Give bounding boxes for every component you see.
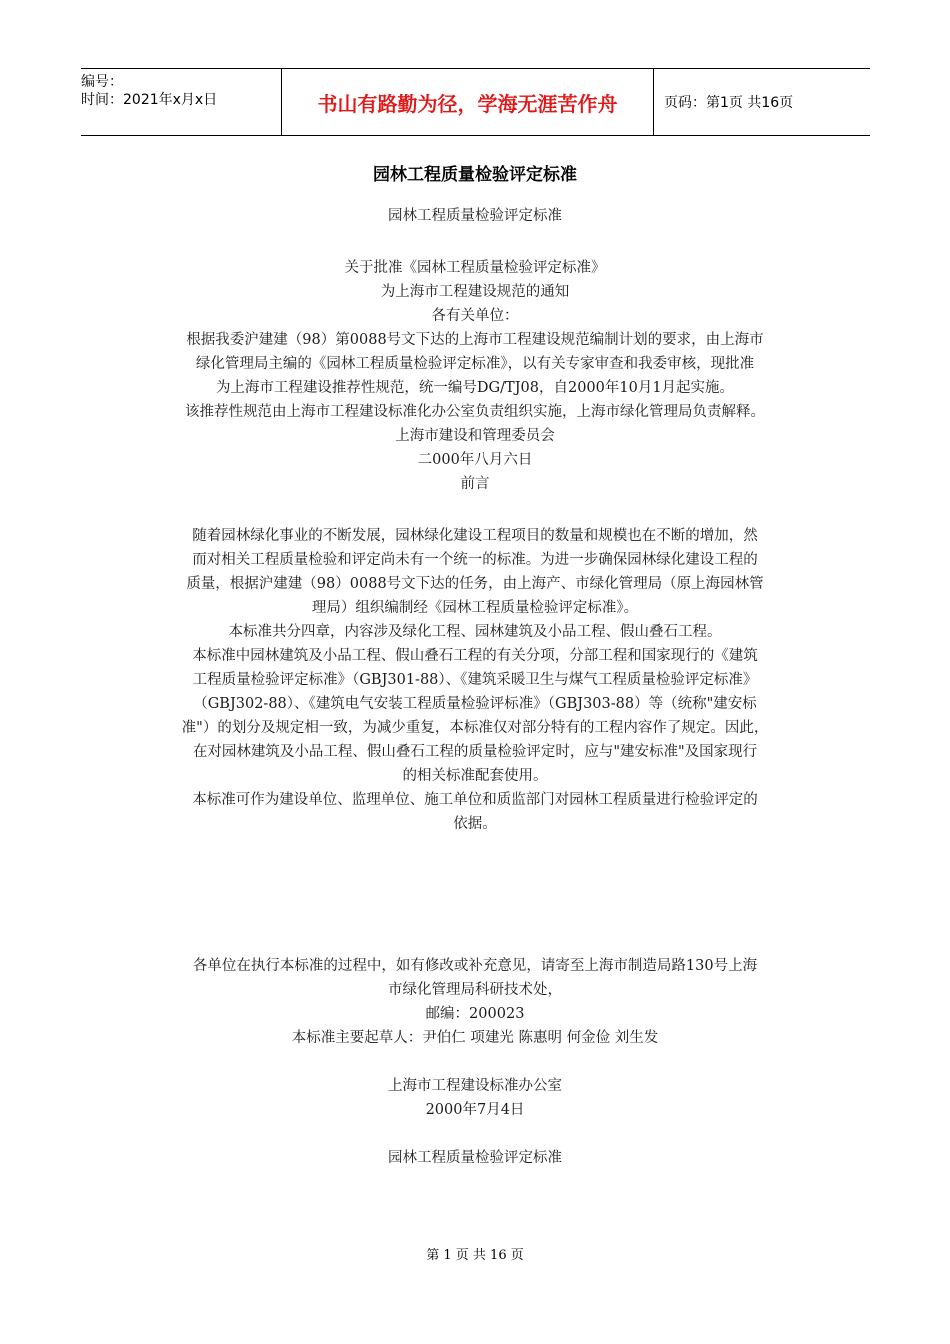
preface-line: 在对园林建筑及小品工程、假山叠石工程的质量检验评定时，应与"建安标准"及国家现行 — [192, 744, 758, 760]
preface-line: 工程质量检验评定标准》（GBJ301-88）、《建筑采暖卫生与煤气工程质量检验评定标准》 — [192, 672, 758, 688]
preface-line: 质量，根据沪建建（98）0088号文下达的任务，由上海产、市绿化管理局（原上海园林管 — [186, 576, 764, 592]
header-number-label: 编号： — [81, 74, 123, 90]
preface-line: 本标准共分四章，内容涉及绿化工程、园林建筑及小品工程、假山叠石工程。 — [228, 624, 722, 640]
preface-line: 依据。 — [453, 816, 497, 832]
closing-line: 市绿化管理局科研技术处， — [388, 982, 562, 998]
document-header — [81, 68, 870, 136]
preface-line: 理局）组织编制经《园林工程质量检验评定标准》。 — [311, 600, 639, 616]
header-meta — [81, 69, 281, 135]
closing-line: 各单位在执行本标准的过程中，如有修改或补充意见，请寄至上海市制造局路130号上海 — [192, 958, 758, 974]
notice-line: 根据我委沪建建（98）第0088号文下达的上海市工程建设规范编制计划的要求，由上海市 — [186, 332, 764, 348]
header-time-label: 时间：2021年x月x日 — [81, 92, 218, 108]
notice-line: 为上海市工程建设规范的通知 — [380, 284, 570, 300]
preface-line: 而对相关工程质量检验和评定尚未有一个统一的标准。为进一步确保园林绿化建设工程的 — [192, 552, 758, 568]
preface-line: 准"）的划分及规定相一致，为减少重复，本标准仅对部分特有的工程内容作了规定。因此， — [181, 720, 769, 736]
notice-date: 二000年八月六日 — [417, 452, 533, 468]
preface-line: 本标准中园林建筑及小品工程、假山叠石工程的有关分项，分部工程和国家现行的《建筑 — [192, 648, 758, 664]
office-date: 2000年7月4日 — [425, 1102, 525, 1118]
office-name: 上海市工程建设标准办公室 — [388, 1078, 562, 1094]
preface-heading: 前言 — [460, 476, 490, 492]
drafters-line: 本标准主要起草人：尹伯仁 项建光 陈惠明 何金俭 刘生发 — [291, 1030, 659, 1046]
notice-line: 该推荐性规范由上海市工程建设标准化办公室负责组织实施，上海市绿化管理局负责解释。 — [185, 404, 765, 420]
preface-line: （GBJ302-88）、《建筑电气安装工程质量检验评标准》（GBJ303-88）等（统称"建安标 — [193, 696, 757, 712]
notice-line: 关于批准《园林工程质量检验评定标准》 — [344, 260, 606, 276]
header-motto: 书山有路勤为径，学海无涯苦作舟 — [281, 69, 654, 135]
notice-signatory: 上海市建设和管理委员会 — [395, 428, 555, 444]
subtitle: 园林工程质量检验评定标准 — [388, 208, 562, 224]
end-title: 园林工程质量检验评定标准 — [388, 1150, 562, 1166]
document-title: 园林工程质量检验评定标准 — [373, 165, 577, 185]
notice-line: 各有关单位： — [431, 308, 519, 324]
preface-line: 本标准可作为建设单位、监理单位、施工单位和质监部门对园林工程质量进行检验评定的 — [192, 792, 758, 808]
header-page-info: 页码：第1页 共16页 — [664, 95, 794, 111]
preface-line: 的相关标准配套使用。 — [402, 768, 548, 784]
document-body — [140, 204, 810, 1170]
page-footer: 第 1 页 共 16 页 — [426, 1248, 524, 1263]
notice-line: 为上海市工程建设推荐性规范，统一编号DG/TJ08，自2000年10月1月起实施。 — [215, 380, 735, 396]
notice-line: 绿化管理局主编的《园林工程质量检验评定标准》，以有关专家审查和我委审核，现批准 — [195, 356, 755, 372]
postal-code: 邮编：200023 — [425, 1006, 525, 1022]
preface-line: 随着园林绿化事业的不断发展，园林绿化建设工程项目的数量和规模也在不断的增加，然 — [192, 528, 758, 544]
